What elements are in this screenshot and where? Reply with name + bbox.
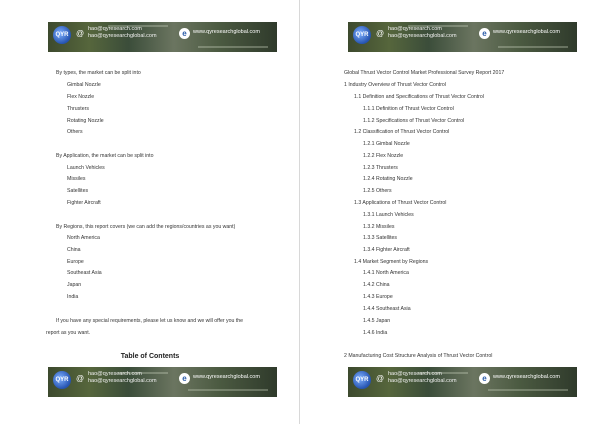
app-item: Fighter Aircraft <box>67 200 101 206</box>
qyr-logo: QYR <box>353 371 371 389</box>
email-1: hao@qyresearch.com <box>88 371 142 377</box>
email-1: hao@qyresearch.com <box>388 26 442 32</box>
region-item: China <box>67 247 81 253</box>
banner-website: www.qyresearchglobal.com <box>193 374 260 380</box>
banner-website: www.qyresearchglobal.com <box>493 374 560 380</box>
toc-item: 1.1.1 Definition of Thrust Vector Control <box>363 106 454 112</box>
banner-emails <box>88 371 157 385</box>
toc-item: 1.4.1 North America <box>363 270 409 276</box>
type-item: Rotating Nozzle <box>67 118 104 124</box>
toc-item: 1.1.2 Specifications of Thrust Vector Control <box>363 118 465 124</box>
region-item: Japan <box>67 282 82 288</box>
apps-intro: By Application, the market can be split into <box>56 153 154 159</box>
banner-website: www.qyresearchglobal.com <box>493 29 560 35</box>
type-item: Flex Nozzle <box>67 94 95 100</box>
toc-item: 1.2.4 Rotating Nozzle <box>363 176 413 182</box>
email-icon: @ <box>76 29 85 38</box>
email-1: hao@qyresearch.com <box>388 371 442 377</box>
toc-item: 1.2.1 Gimbal Nozzle <box>363 141 410 147</box>
banner-emails <box>88 26 157 40</box>
email-icon: @ <box>376 374 385 383</box>
email-icon: @ <box>76 374 85 383</box>
app-item: Missiles <box>67 176 86 182</box>
toc-item: 1.4.5 Japan <box>363 318 391 324</box>
toc-item: 1.3.1 Launch Vehicles <box>363 212 414 218</box>
toc-title: Table of Contents <box>120 353 180 360</box>
banner-emails <box>388 26 457 40</box>
toc-item: 1.4.3 Europe <box>363 294 393 300</box>
region-item: Southeast Asia <box>67 270 102 276</box>
toc-item: 1.3.2 Missiles <box>363 224 395 230</box>
toc-subsection: 1.4 Market Segment by Regions <box>354 259 429 265</box>
banner-decoration <box>498 46 568 48</box>
toc-subsection: 1.1 Definition and Specifications of Thrust Vector Control <box>354 94 484 100</box>
types-intro: By types, the market can be split into <box>56 70 141 76</box>
toc-item: 1.3.4 Fighter Aircraft <box>363 247 410 253</box>
email-2: hao@qyresearchglobal.com <box>388 33 457 39</box>
toc-subsection: 1.3 Applications of Thrust Vector Control <box>354 200 447 206</box>
region-item: North America <box>67 235 100 241</box>
banner-emails <box>388 371 457 385</box>
closing-text-2: report as you want. <box>46 330 91 336</box>
footer-banner <box>48 367 277 397</box>
toc-item: 1.4.4 Southeast Asia <box>363 306 411 312</box>
type-item: Gimbal Nozzle <box>67 82 101 88</box>
toc-item: 1.2.3 Thrusters <box>363 165 398 171</box>
email-2: hao@qyresearchglobal.com <box>388 378 457 384</box>
qyr-logo: QYR <box>53 26 71 44</box>
region-item: Europe <box>67 259 84 265</box>
globe-icon: e <box>179 373 190 384</box>
right-page <box>300 0 600 424</box>
email-2: hao@qyresearchglobal.com <box>88 33 157 39</box>
globe-icon: e <box>479 373 490 384</box>
toc-item: 1.2.5 Others <box>363 188 392 194</box>
email-1: hao@qyresearch.com <box>88 26 142 32</box>
type-item: Others <box>67 129 83 135</box>
header-banner <box>48 22 277 52</box>
banner-decoration <box>488 389 568 391</box>
email-2: hao@qyresearchglobal.com <box>88 378 157 384</box>
closing-text-1: If you have any special requirements, please let us know and we will offer you the <box>56 318 244 324</box>
banner-decoration <box>188 389 268 391</box>
globe-icon: e <box>179 28 190 39</box>
toc-subsection: 1.2 Classification of Thrust Vector Control <box>354 129 450 135</box>
globe-icon: e <box>479 28 490 39</box>
toc-section: 2 Manufacturing Cost Structure Analysis of Thrust Vector Control <box>344 353 493 359</box>
toc-section: 1 Industry Overview of Thrust Vector Control <box>344 82 446 88</box>
footer-banner <box>348 367 577 397</box>
app-item: Launch Vehicles <box>67 165 105 171</box>
qyr-logo: QYR <box>53 371 71 389</box>
type-item: Thrusters <box>67 106 89 112</box>
header-banner <box>348 22 577 52</box>
app-item: Satellites <box>67 188 89 194</box>
qyr-logo: QYR <box>353 26 371 44</box>
region-item: India <box>67 294 79 300</box>
banner-decoration <box>198 46 268 48</box>
regions-intro: By Regions, this report covers (we can add the regions/countries as you want) <box>56 224 236 230</box>
email-icon: @ <box>376 29 385 38</box>
banner-website: www.qyresearchglobal.com <box>193 29 260 35</box>
toc-item: 1.2.2 Flex Nozzle <box>363 153 404 159</box>
report-title: Global Thrust Vector Control Market Professional Survey Report 2017 <box>344 70 505 76</box>
toc-item: 1.4.2 China <box>363 282 390 288</box>
toc-item: 1.3.3 Satellites <box>363 235 398 241</box>
toc-item: 1.4.6 India <box>363 330 388 336</box>
